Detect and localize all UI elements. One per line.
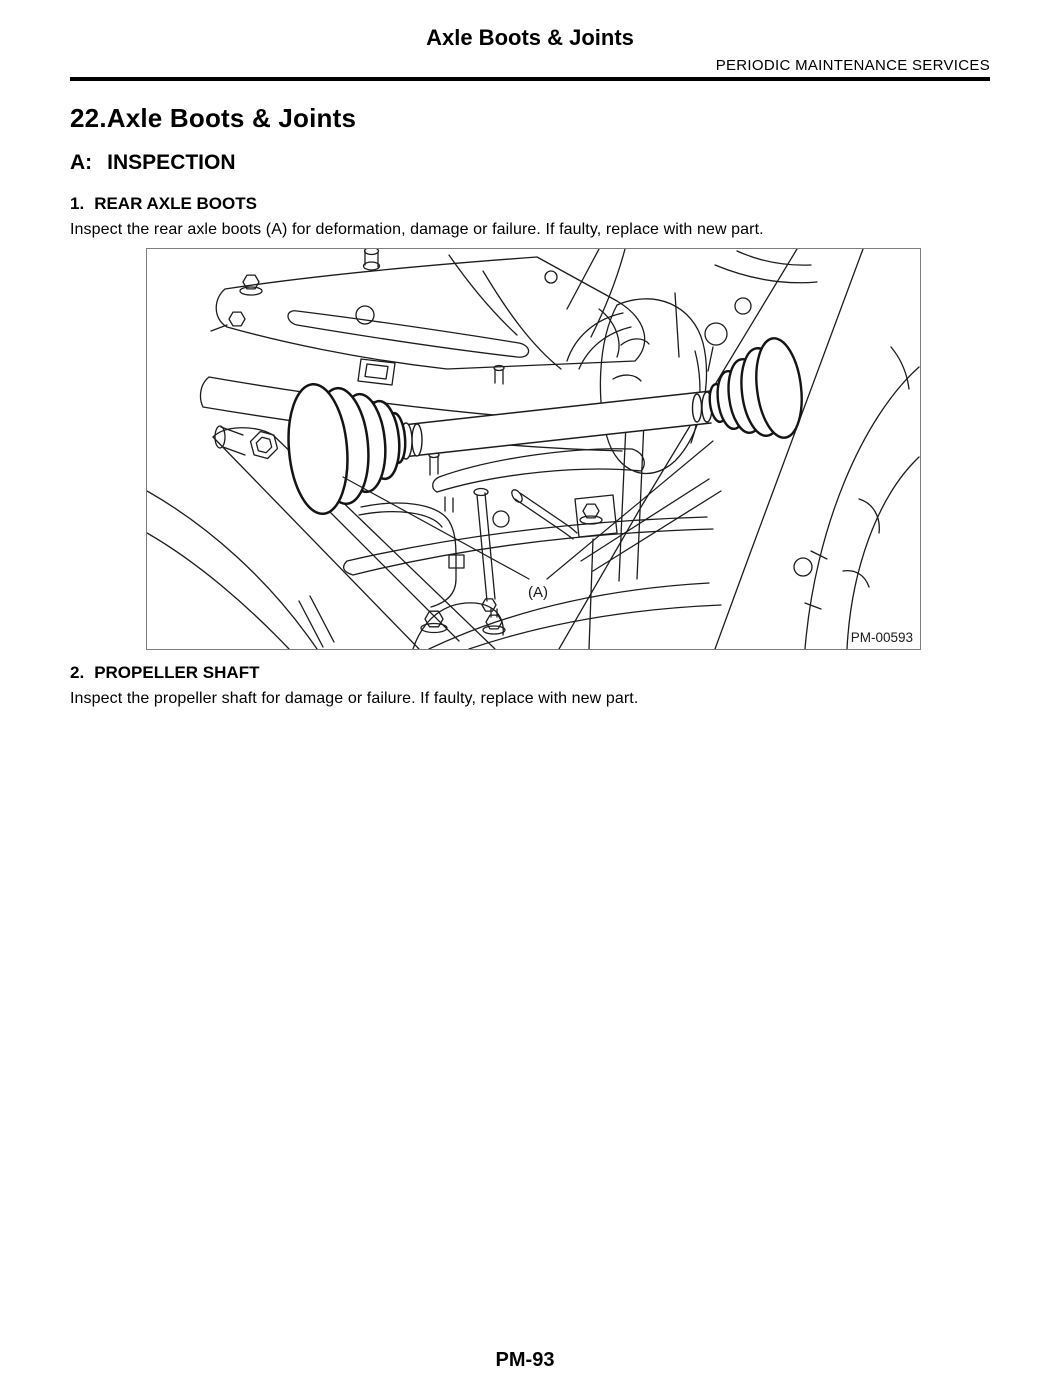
item-2-heading xyxy=(70,663,990,683)
figure-label-a: (A) xyxy=(528,584,548,602)
stabilizer-bar xyxy=(344,503,713,649)
axle-shaft xyxy=(400,391,712,459)
section-title: 22.Axle Boots & Joints xyxy=(70,103,357,134)
item-2-number: 2. xyxy=(70,663,85,683)
left-axle-boot xyxy=(283,382,407,517)
sway-bar-link xyxy=(421,489,505,635)
subsection-label: INSPECTION xyxy=(107,151,236,175)
knuckle-housing xyxy=(567,293,713,473)
subsection-title xyxy=(70,151,990,175)
page-number: PM-93 xyxy=(495,1349,555,1371)
item-2-title: PROPELLER SHAFT xyxy=(94,663,260,683)
subsection-prefix: A: xyxy=(70,151,93,175)
item-1-number: 1. xyxy=(70,194,85,214)
running-header-title: Axle Boots & Joints xyxy=(426,25,634,50)
upper-lateral-link xyxy=(211,249,645,369)
figure-code: PM-00593 xyxy=(850,630,913,646)
item-1-heading xyxy=(70,194,990,214)
item-1-body: Inspect the rear axle boots (A) for deformation, damage or failure. If faulty, replace with new part. xyxy=(70,221,764,239)
brake-rotor xyxy=(794,347,919,649)
right-axle-boot xyxy=(708,336,807,441)
running-header-section: PERIODIC MAINTENANCE SERVICES xyxy=(715,57,990,75)
header-rule xyxy=(70,77,990,81)
figure-rear-axle-boots xyxy=(146,248,921,650)
rear-suspension-line-drawing xyxy=(147,249,920,649)
hex-bolt xyxy=(215,426,278,459)
item-2-body: Inspect the propeller shaft for damage or failure. If faulty, replace with new part. xyxy=(70,690,639,708)
item-1-title: REAR AXLE BOOTS xyxy=(94,194,257,214)
